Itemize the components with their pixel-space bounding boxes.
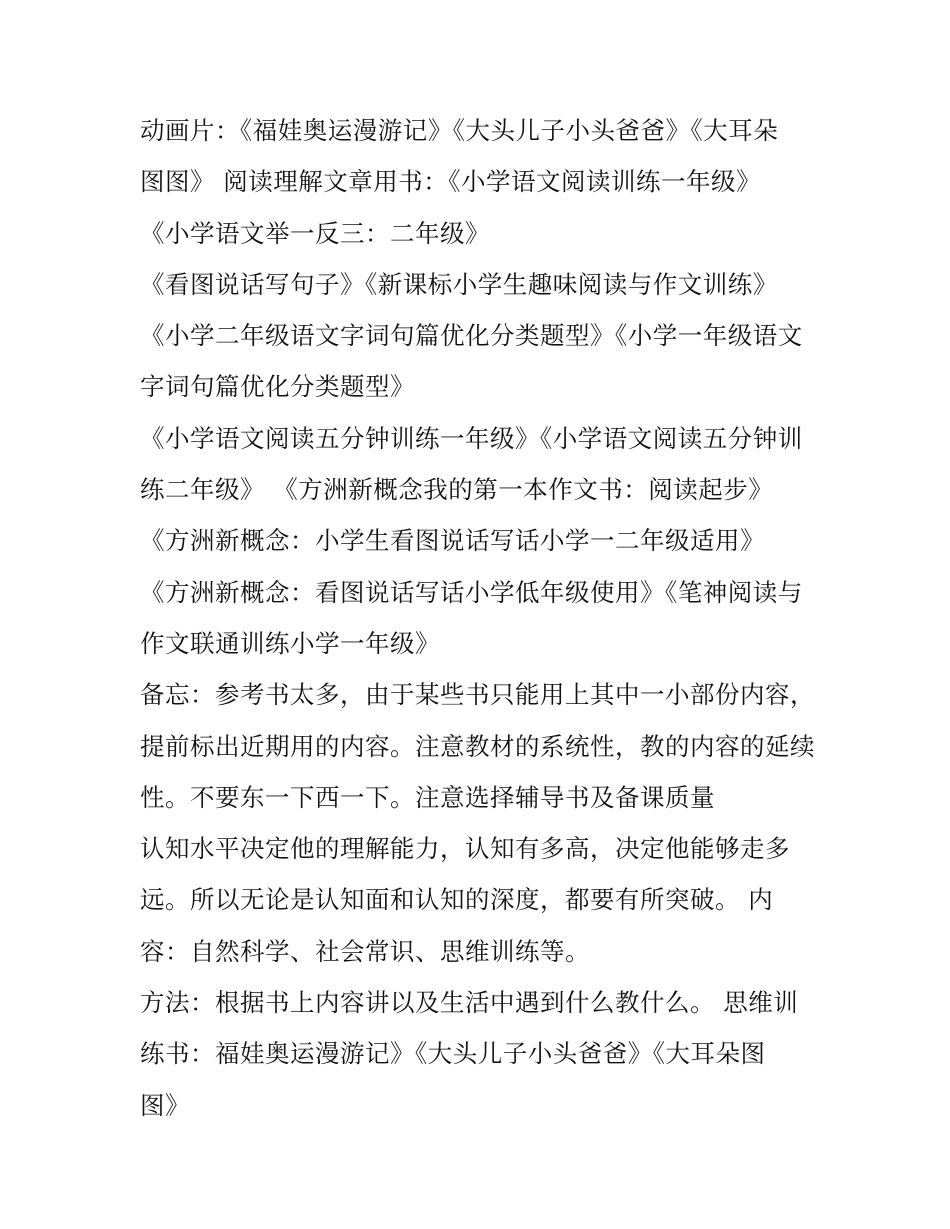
text-line: 远。所以无论是认知面和认知的深度，都要有所突破。 内 [140,885,774,915]
body-text [140,105,820,1131]
text-line: 练书：福娃奥运漫游记》《大头儿子小头爸爸》《大耳朵图 [140,1039,766,1069]
text-line: 《小学语文阅读五分钟训练一年级》《小学语文阅读五分钟训 [140,423,803,453]
text-line: 作文联通训练小学一年级》 [140,628,440,658]
text-line: 《看图说话写句子》《新课标小学生趣味阅读与作文训练》 [140,269,778,299]
text-line: 方法：根据书上内容讲以及生活中遇到什么教什么。 思维训 [140,988,799,1018]
text-line: 性。不要东一下西一下。注意选择辅导书及备课质量 [140,782,715,812]
text-line: 图》 [140,1090,190,1120]
text-line: 提前标出近期用的内容。注意教材的系统性，教的内容的延续 [140,731,815,761]
text-line: 《小学语文举一反三：二年级》 [140,218,490,248]
text-line: 图图》 阅读理解文章用书：《小学语文阅读训练一年级》 [140,167,762,197]
text-line: 备忘：参考书太多，由于某些书只能用上其中一小部份内容， [140,680,815,710]
text-line: 练二年级》 《方洲新概念我的第一本作文书：阅读起步》 [140,475,774,505]
text-line: 容：自然科学、社会常识、思维训练等。 [140,936,590,966]
text-line: 认知水平决定他的理解能力，认知有多高，决定他能够走多 [140,834,790,864]
text-line: 《方洲新概念：看图说话写话小学低年级使用》《笔神阅读与 [140,577,803,607]
text-line: 《方洲新概念：小学生看图说话写话小学一二年级适用》 [140,526,765,556]
text-line: 字词句篇优化分类题型》 [140,372,415,402]
text-line: 动画片：《福娃奥运漫游记》《大头儿子小头爸爸》《大耳朵 [140,116,779,145]
text-line: 《小学二年级语文字词句篇优化分类题型》《小学一年级语文 [140,321,803,351]
